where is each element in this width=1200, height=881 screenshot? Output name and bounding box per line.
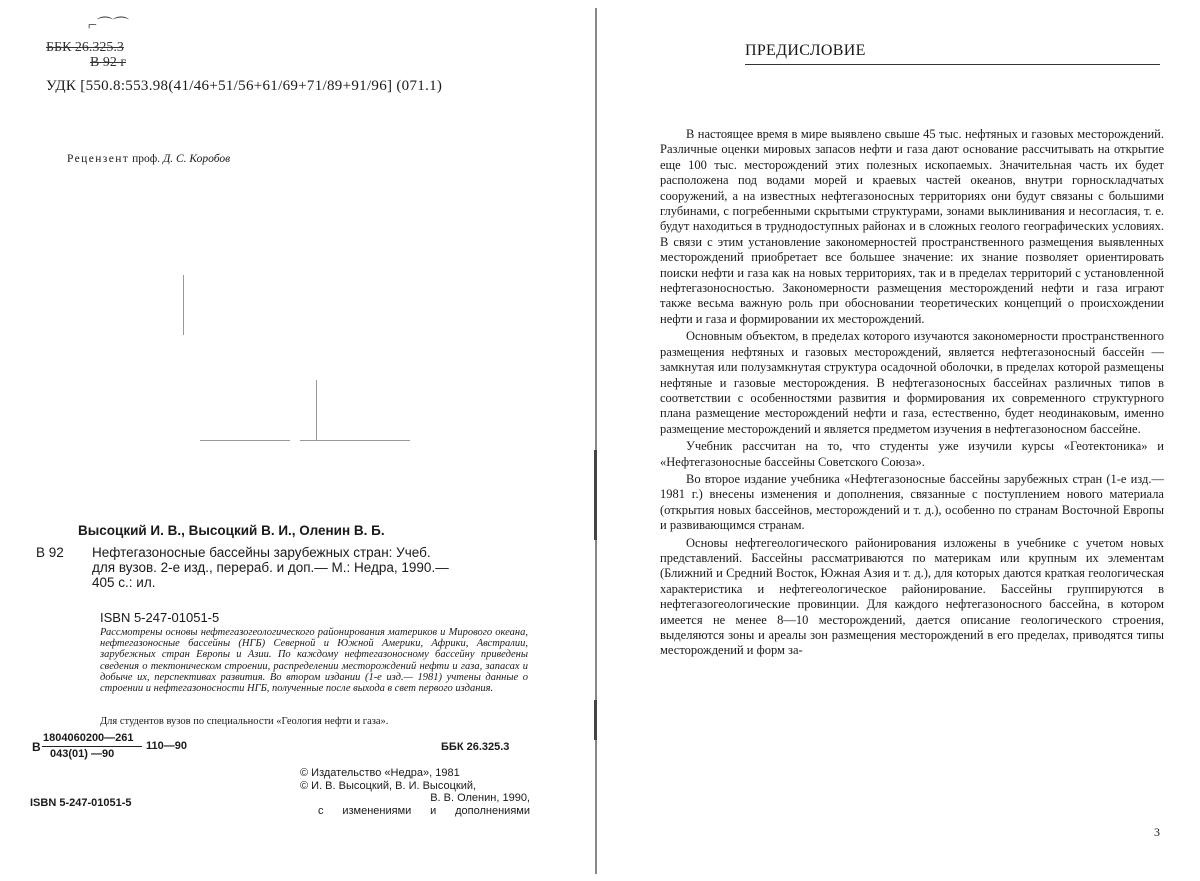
bbk-crossed-out: ББК 26.325.3 [46, 40, 124, 55]
stamp-mark-vertical-2 [316, 380, 317, 440]
copyright-block [300, 767, 530, 817]
paragraph: Основным объектом, в пределах которого изучаются закономерности пространственного размещения нефтяных и газовых месторождений, является нефтегазоносный бассейн — замкнутая или полузамкнутая структура осадочной оболочки, в пределах которой размещены нефтяные и газовые месторождения. В нефтегазоносных бассейнах различных типов в соответствии с особенностями развития и формирования их современного структурного плана размещение месторождений нефти и газа, естественно, будет неодинаковым, именно размещение месторождений и является предметом изучения в нефтегазоносном бассейне. [660, 329, 1164, 436]
audience-note: Для студентов вузов по специальности «Геология нефти и газа». [100, 716, 389, 727]
handwritten-mark: ⌐⌒⌒ [88, 17, 130, 34]
udk-code: УДК [550.8:553.98(41/46+51/56+61/69+71/89+91/96] (071.1) [46, 78, 443, 94]
reviewer-label: Рецензент [67, 153, 130, 165]
left-page [0, 0, 598, 881]
title-line: для вузов. 2-е изд., перераб. и доп.— М.: Недра, 1990.— [92, 560, 449, 575]
code-letter: В [32, 740, 41, 754]
preface-body [660, 127, 1164, 661]
paragraph: Основы нефтегеологического районирования изложены в учебнике с учетом новых представлений. Бассейны рассматриваются по материкам или крупным их элементам (Ближний и Средний Восток, Южная Азия и т. д.), для которых даются краткая геологическая характеристика и нефтегеологическое районирование. Бассейны группируются в нефтегазогеологические провинции. Для каждого нефтегазоносного бассейна, в котором имеется не менее 8—10 месторождений, дается описание геологического строения, выделяются зоны и ареалы зон размещения месторождений в его пределах, приводятся типы месторождений и форм за- [660, 535, 1164, 658]
cipher-crossed-out: В 92 г [90, 55, 127, 70]
copyright-line: В. В. Оленин, 1990, [430, 792, 530, 805]
authors: Высоцкий И. В., Высоцкий В. И., Оленин В. Б. [78, 523, 385, 538]
right-page [600, 0, 1200, 881]
binding-mark [594, 450, 597, 540]
paragraph: Во второе издание учебника «Нефтегазоносные бассейны зарубежных стран (1-е изд.— 1981 г.) внесены изменения и дополнения, связанные с поступлением нового материала (открытия новых бассейнов, месторождений и т. д.), особенно по странам Восточной Европы и развивающимся странам. [660, 471, 1164, 533]
code-tail: 110—90 [146, 740, 187, 752]
reviewer-title: проф. [132, 153, 161, 165]
reviewer-name: Д. С. Коробов [162, 153, 231, 165]
title-line: 405 с.: ил. [92, 575, 156, 590]
copyright-line: © Издательство «Недра», 1981 [300, 767, 460, 779]
heading-rule [745, 64, 1160, 65]
bbk-code: ББК 26.325.3 [441, 741, 510, 753]
stamp-mark-horizontal-2 [300, 440, 410, 441]
paragraph: В настоящее время в мире выявлено свыше 45 тыс. нефтяных и газовых месторождений. Различные оценки мировых запасов нефти и газа дают основание рассчитывать на открытие еще 100 тыс. месторождений этих полезных ископаемых. Значительная часть их будет расположена под водами морей и краевых частей океанов, внутри горноскладчатых сооружений, а на известных нефтегазоносных территориях они будут связаны с большими глубинами, с погребенными скрытыми структурами, зонами выклинивания и несогласия, т. е. будут находиться в труднодоступных районах и в сложных геолого географических условиях. В связи с этим установление закономерностей пространственного размещения выявленных месторождений приобретает все большее значение: их знание позволяет ориентировать поиски нефти и газа как на новых территориях, так и в пределах территорий с установленной нефтегазоносностью. Закономерности размещения месторождений нефти и газа играют также весьма важную роль при обосновании теоретических концепций о происхождении нефти и газа и формировании их месторождений. [660, 127, 1164, 326]
annotation: Рассмотрены основы нефтегазогеологического районирования материков и Мирового океана, нефтегазоносные бассейны (НГБ) Северной и Южной Америки, Африки, Австралии, зарубежных стран Европы и Азии. По каждому нефтегазоносному бассейну приведены сведения о тектоническом строении, распределении месторождений нефти и газа, запасах и добыче их, перспективах развития. Во втором издании (1-е изд.— 1981) учтены данные о строении и нефтегазоносности НГБ, полученные после выхода в свет первого издания. [100, 627, 528, 695]
isbn-footer: ISBN 5-247-01051-5 [30, 797, 132, 809]
copyright-line: с изменениями и дополнениями [318, 804, 530, 817]
stamp-mark-horizontal [200, 440, 290, 441]
page-gutter [595, 8, 597, 874]
code-numerator: 1804060200—261 [43, 732, 134, 744]
code-fraction-bar [42, 746, 142, 747]
stamp-mark-vertical [183, 275, 184, 335]
isbn-main: ISBN 5-247-01051-5 [100, 610, 220, 625]
title-line: Нефтегазоносные бассейны зарубежных стран: Учеб. [92, 545, 431, 560]
author-cipher: В 92 [36, 545, 64, 560]
paragraph: Учебник рассчитан на то, что студенты уже изучили курсы «Геотектоника» и «Нефтегазоносные бассейны Советского Союза». [660, 439, 1164, 469]
book-title-block [92, 545, 532, 590]
preface-heading: ПРЕДИСЛОВИЕ [745, 42, 866, 59]
publisher-code [32, 732, 212, 768]
reviewer-line [67, 153, 230, 165]
page-number: 3 [1154, 825, 1160, 839]
binding-mark [594, 700, 597, 740]
code-denominator: 043(01) —90 [50, 748, 115, 760]
copyright-line: © И. В. Высоцкий, В. И. Высоцкий, [300, 779, 477, 792]
